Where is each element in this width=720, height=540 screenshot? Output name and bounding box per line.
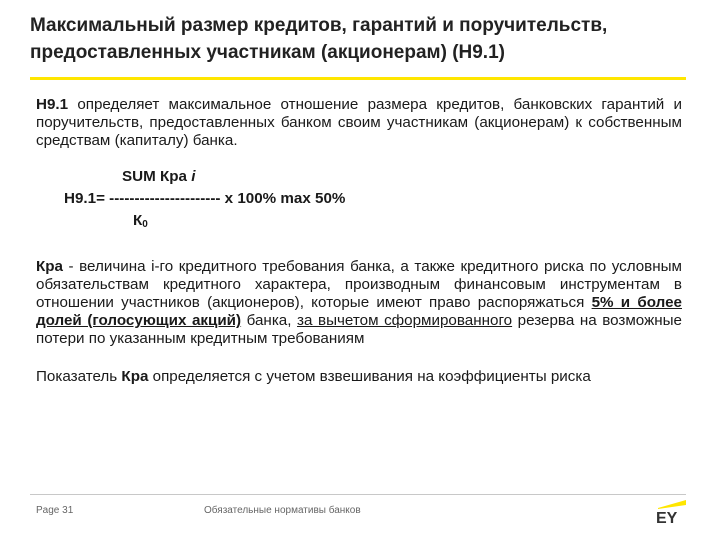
intro-paragraph <box>36 96 682 150</box>
definition-paragraph <box>36 258 682 348</box>
formula-numerator-text: SUM Кра <box>122 168 192 185</box>
definition-text-2: банка, <box>241 312 298 329</box>
formula-denominator-subscript: 0 <box>142 219 148 230</box>
weighting-term: Кра <box>121 368 149 385</box>
intro-term: Н9.1 <box>36 96 69 113</box>
intro-text: определяет максимальное отношение размера кредитов, банковских гарантий и поручительств, предоставленных банком своим участникам (акционерам) к собственным средствам (капиталу) банка. <box>36 96 682 149</box>
definition-term: Кра <box>36 258 63 275</box>
formula-numerator-index: i <box>191 168 196 185</box>
formula <box>36 168 682 238</box>
definition-reserve-note: за вычетом сформированного <box>297 312 513 329</box>
slide-body <box>36 96 682 386</box>
title-underline <box>30 77 686 80</box>
footer-divider <box>30 494 686 495</box>
definition-text-3: резерва на возможные потери по указанным кредитным требованиям <box>36 312 682 347</box>
weighting-paragraph <box>36 368 682 386</box>
footer-title: Обязательные нормативы банков <box>204 505 361 516</box>
ey-logo-accent <box>658 500 686 509</box>
weighting-suffix: определяется с учетом взвешивания на коэффициенты риска <box>148 368 591 385</box>
formula-denominator-text: К <box>133 212 143 229</box>
weighting-prefix: Показатель <box>36 368 122 385</box>
definition-share-threshold: 5% и более долей (голосующих акций) <box>36 294 682 329</box>
page-number: Page 31 <box>36 505 74 516</box>
formula-line: Н9.1= ---------------------- х 100% max 50% <box>64 190 346 207</box>
ey-logo-text: EY <box>656 510 678 524</box>
formula-denominator <box>133 212 148 234</box>
formula-numerator <box>122 168 195 186</box>
definition-text-1: - величина i-го кредитного требования банка, а также кредитного риска по условным обязательствам кредитного характера, производным финансовым инструментам в отношении участников (акционеров), которые имеют право распоряжаться <box>36 258 682 311</box>
ey-logo <box>652 500 688 524</box>
slide-title: Максимальный размер кредитов, гарантий и поручительств, предоставленных участникам (акционерам) (Н9.1) <box>30 15 608 63</box>
